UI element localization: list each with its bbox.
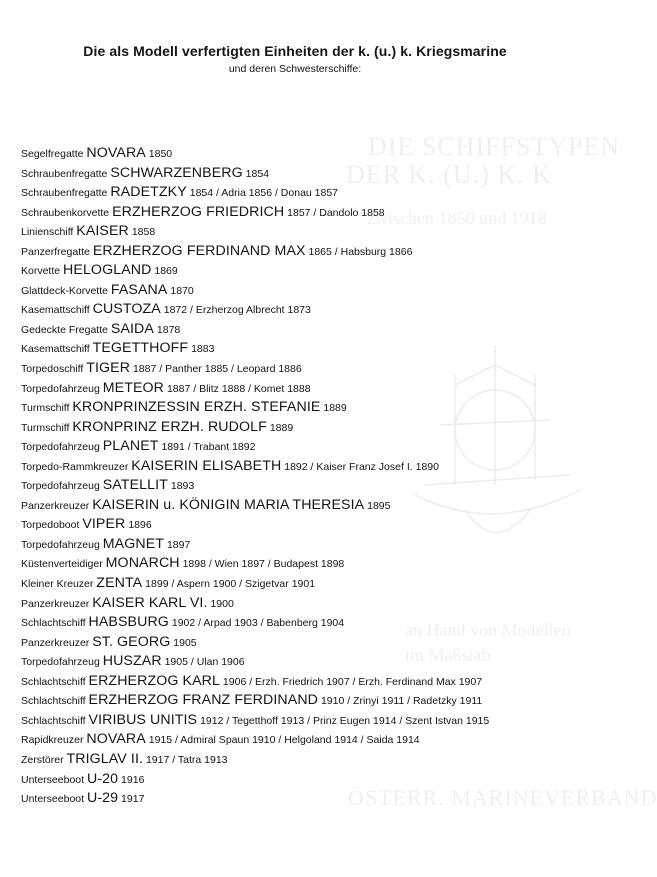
ship-year: 1906	[222, 675, 247, 688]
sister-ships: / Arpad 1903 / Babenberg 1904	[198, 617, 345, 630]
list-item	[21, 652, 489, 672]
ship-name: ERZHERZOG FRIEDRICH	[112, 203, 285, 220]
ship-year: 1878	[156, 323, 181, 336]
ship-type: Schlachtschiff	[21, 617, 86, 630]
ship-type: Kasemattschiff	[21, 343, 90, 356]
ship-name: RADETZKY	[110, 184, 187, 201]
ship-type: Torpedofahrzeug	[21, 441, 100, 454]
ship-name: KRONPRINZ ERZH. RUDOLF	[72, 418, 267, 435]
ship-year: 1910	[320, 695, 345, 708]
ship-type: Panzerkreuzer	[21, 499, 90, 512]
ship-type: Torpedoboot	[21, 519, 80, 532]
sister-ships: / Erzherzog Albrecht 1873	[190, 304, 311, 317]
watermark-line: DIE SCHIFFSTYPEN	[368, 132, 621, 161]
list-item	[21, 320, 489, 340]
ship-type: Unterseeboot	[21, 773, 85, 786]
ship-type: Torpedofahrzeug	[21, 656, 100, 669]
list-item	[21, 379, 489, 399]
watermark-line: im Maßstab	[405, 645, 491, 665]
ship-type: Panzerfregatte	[21, 245, 90, 258]
ship-type: Torpedofahrzeug	[21, 538, 100, 551]
ship-name: ZENTA	[96, 575, 143, 592]
ship-type: Turmschiff	[21, 402, 70, 415]
ship-year: 1899	[145, 578, 169, 591]
watermark-line: DER K. (U.) K. K	[346, 160, 552, 189]
ship-name: SAIDA	[110, 320, 154, 337]
ship-year: 1858	[131, 226, 156, 239]
ship-name: ERZHERZOG FERDINAND MAX	[92, 242, 306, 259]
ship-year: 1897	[166, 538, 191, 551]
ship-year: 1917	[145, 753, 170, 766]
ship-type: Torpedofahrzeug	[21, 382, 100, 395]
ship-year: 1905	[164, 656, 188, 669]
ship-name: MAGNET	[102, 535, 165, 552]
ship-type: Zerstörer	[21, 753, 64, 766]
list-item	[21, 554, 489, 574]
ship-type: Schlachtschiff	[21, 714, 86, 727]
sister-ships: / Tatra 1913	[172, 753, 228, 766]
ship-type: Panzerkreuzer	[21, 597, 90, 610]
list-item	[21, 711, 489, 731]
watermark-line: ÖSTERR. MARINEVERBAND	[348, 785, 657, 810]
list-item	[21, 672, 489, 692]
list-item	[21, 300, 489, 320]
ship-type: Torpedo-Rammkreuzer	[21, 460, 129, 473]
ship-year: 1893	[170, 480, 195, 493]
ship-name: ERZHERZOG KARL	[88, 672, 220, 689]
sister-ships: / Admiral Spaun 1910 / Helgoland 1914 / Saida 1914	[175, 734, 420, 747]
ship-year: 1900	[210, 597, 234, 610]
list-item	[21, 496, 489, 516]
ship-name: VIRIBUS UNITIS	[88, 711, 198, 728]
ship-name: SATELLIT	[102, 477, 168, 494]
ship-name: CUSTOZA	[92, 301, 161, 318]
sister-ships: / Erzh. Friedrich 1907 / Erzh. Ferdinand Max 1907	[249, 675, 483, 688]
ship-name: FASANA	[110, 281, 168, 298]
ship-name: ST. GEORG	[92, 633, 171, 650]
ship-type: Unterseeboot	[21, 793, 85, 806]
ship-name: KAISER	[76, 223, 129, 240]
ship-year: 1870	[170, 284, 194, 297]
list-item	[21, 242, 489, 262]
sister-ships: / Kaiser Franz Josef I. 1890	[310, 460, 439, 473]
sister-ships: / Wien 1897 / Budapest 1898	[208, 558, 345, 571]
ship-year: 1902	[171, 617, 196, 630]
list-item	[21, 183, 489, 203]
ship-type: Gedeckte Fregatte	[21, 323, 108, 336]
list-item	[21, 574, 489, 594]
ship-name: NOVARA	[86, 731, 146, 748]
ship-type: Kleiner Kreuzer	[21, 578, 94, 591]
ship-name: METEOR	[102, 379, 165, 396]
ship-type: Schlachtschiff	[21, 675, 86, 688]
ship-year: 1916	[121, 773, 145, 786]
ship-year: 1854	[245, 167, 270, 180]
list-item	[21, 144, 489, 164]
sister-ships: / Blitz 1888 / Komet 1888	[193, 382, 311, 395]
list-item	[21, 457, 489, 477]
ship-year: 1854	[189, 187, 214, 200]
sister-ships: / Habsburg 1866	[334, 245, 413, 258]
ship-type: Torpedofahrzeug	[21, 480, 100, 493]
ship-year: 1883	[191, 343, 215, 356]
list-item	[21, 203, 489, 223]
ship-year: 1917	[121, 793, 145, 806]
ship-year: 1889	[323, 402, 347, 415]
ship-name: PLANET	[102, 438, 159, 455]
list-item	[21, 770, 489, 790]
ship-year: 1896	[128, 519, 152, 532]
list-item	[21, 261, 489, 281]
ship-name: HABSBURG	[88, 614, 169, 631]
ship-year: 1872	[163, 304, 188, 317]
sister-ships: / Aspern 1900 / Szigetvar 1901	[171, 578, 316, 591]
sister-ships: / Zrinyi 1911 / Radetzky 1911	[347, 695, 483, 708]
ship-year: 1915	[148, 734, 173, 747]
ship-name: KAISER KARL VI.	[92, 594, 208, 611]
ship-type: Schraubenfregatte	[21, 167, 108, 180]
sister-ships: / Adria 1856 / Donau 1857	[216, 187, 339, 200]
ship-name: SCHWARZENBERG	[110, 164, 243, 181]
ship-name: TIGER	[86, 360, 131, 377]
list-item	[21, 515, 489, 535]
ship-year: 1912	[200, 714, 224, 727]
list-item	[21, 594, 489, 614]
list-item	[21, 164, 489, 184]
list-item	[21, 691, 489, 711]
list-item	[21, 535, 489, 555]
ship-type: Schlachtschiff	[21, 695, 86, 708]
sister-ships: / Trabant 1892	[187, 441, 256, 454]
ship-type: Panzerkreuzer	[21, 636, 90, 649]
ship-year: 1905	[173, 636, 197, 649]
list-item	[21, 222, 489, 242]
list-item	[21, 437, 489, 457]
ship-type: Kasemattschiff	[21, 304, 90, 317]
list-item	[21, 359, 489, 379]
ship-year: 1898	[182, 558, 206, 571]
ship-name: KAISERIN u. KÖNIGIN MARIA THERESIA	[92, 496, 365, 513]
ship-name: NOVARA	[86, 145, 146, 161]
ship-year: 1887	[166, 382, 191, 395]
list-item	[21, 633, 489, 653]
list-item	[21, 476, 489, 496]
ship-name: U-20	[86, 770, 119, 787]
ship-list	[21, 144, 489, 809]
ship-year: 1891	[161, 441, 185, 454]
ship-name: HUSZAR	[102, 653, 162, 670]
ship-name: HELOGLAND	[63, 262, 152, 279]
sister-ships: / Panther 1885 / Leopard 1886	[159, 363, 302, 376]
watermark-line: an Hand von Modellen	[405, 620, 571, 640]
ship-name: VIPER	[82, 516, 126, 533]
ship-name: TRIGLAV II.	[66, 750, 144, 767]
list-item	[21, 613, 489, 633]
ship-type: Torpedoschiff	[21, 363, 84, 376]
list-item	[21, 339, 489, 359]
ship-type: Linienschiff	[21, 226, 74, 239]
list-item	[21, 730, 489, 750]
sister-ships: / Tegetthoff 1913 / Prinz Eugen 1914 / Szent Istvan 1915	[226, 714, 490, 727]
ship-year: 1895	[367, 499, 391, 512]
ship-name: U-29	[86, 790, 119, 807]
ship-type: Schraubenkorvette	[21, 206, 110, 219]
ship-type: Segelfregatte	[21, 148, 84, 160]
ship-year: 1887	[132, 363, 157, 376]
ship-name: KRONPRINZESSIN ERZH. STEFANIE	[72, 399, 321, 416]
list-item	[21, 398, 489, 418]
page-title: Die als Modell verfertigten Einheiten der k. (u.) k. Kriegsmarine	[83, 43, 507, 59]
ship-type: Glattdeck-Korvette	[21, 284, 108, 297]
list-item	[21, 750, 489, 770]
list-item	[21, 418, 489, 438]
ship-type: Rapidkreuzer	[21, 734, 84, 747]
ship-type: Schraubenfregatte	[21, 187, 108, 200]
ship-year: 1857	[287, 206, 311, 219]
ship-year: 1865	[308, 245, 332, 258]
ship-year: 1889	[269, 421, 294, 434]
ship-type: Küstenverteidiger	[21, 558, 103, 571]
watermark-line: zwischen 1850 und 1918	[367, 208, 547, 228]
list-item	[21, 281, 489, 301]
sister-ships: / Dandolo 1858	[313, 206, 385, 219]
ship-type: Turmschiff	[21, 421, 70, 434]
ship-name: TEGETTHOFF	[92, 340, 189, 357]
ship-name: ERZHERZOG FRANZ FERDINAND	[88, 692, 319, 709]
ship-name: MONARCH	[105, 555, 180, 572]
ship-year: 1869	[154, 265, 178, 278]
ship-year: 1850	[148, 148, 173, 160]
list-item	[21, 789, 489, 809]
sister-ships: / Ulan 1906	[190, 656, 245, 669]
ship-type: Korvette	[21, 265, 61, 278]
page-subtitle: und deren Schwesterschiffe:	[228, 63, 362, 75]
ship-name: KAISERIN ELISABETH	[131, 457, 282, 474]
ship-year: 1892	[284, 460, 308, 473]
